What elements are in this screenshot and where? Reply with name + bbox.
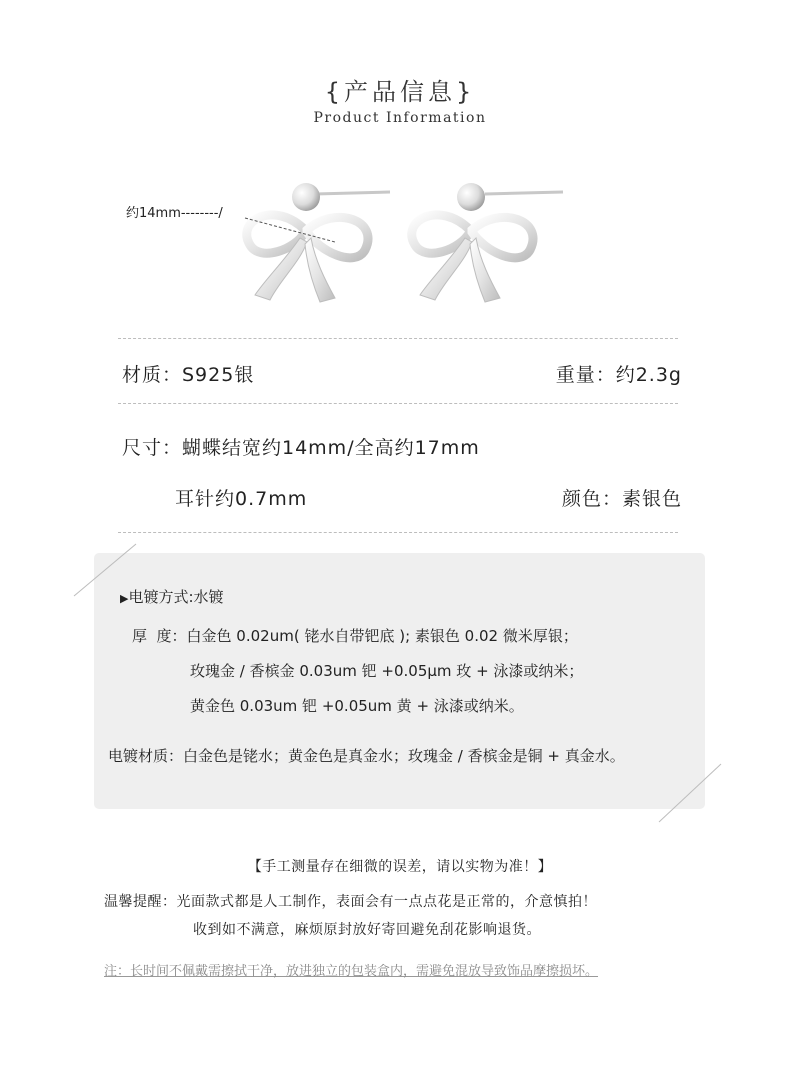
section-title: {产品信息} [324,78,476,106]
care-note: 注：长时间不佩戴需擦拭干净，放进独立的包装盒内，需避免混放导致饰品摩擦损坏。 [104,964,599,979]
plating-thickness-3: 黄金色 0.03um 钯 +0.05um 黄 + 泳漆或纳米。 [190,697,524,715]
tip-line-1: 温馨提醒：光面款式都是人工制作，表面会有一点点花是正常的，介意慎拍！ [104,894,597,910]
corner-slash-bottom [655,760,725,826]
product-image [215,170,595,320]
measure-notice: 【手工测量存在细微的误差，请以实物为准！】 [247,859,553,875]
plating-thickness-1: 厚 度：白金色 0.02um( 铑水自带钯底 ); 素银色 0.02 微米厚银； [132,627,578,645]
divider [118,532,678,533]
spec-pin: 耳针约0.7mm [175,488,308,510]
measure-label: 约14mm--------/ [126,206,223,221]
plating-material: 电镀材质：白金色是铑水；黄金色是真金水；玫瑰金 / 香槟金是铜 + 真金水。 [108,747,625,765]
earring-right [412,183,563,302]
spec-material: 材质：S925银 [122,364,255,386]
triangle-bullet-icon: ▶ [120,592,129,605]
divider [118,403,678,404]
section-subtitle: Product Information [313,110,487,126]
tip-line-2: 收到如不满意，麻烦原封放好寄回避免刮花影响退货。 [193,922,541,938]
plating-thickness-2: 玫瑰金 / 香槟金 0.03um 钯 +0.05μm 玫 + 泳漆或纳米； [190,662,584,680]
plating-method: 电镀方式:水镀 [128,588,224,606]
spec-color: 颜色：素银色 [561,488,682,510]
divider [118,338,678,339]
spec-weight: 重量：约2.3g [555,364,682,386]
earring-left [245,183,390,302]
spec-size: 尺寸：蝴蝶结宽约14mm/全高约17mm [122,437,480,459]
plating-method-row [120,586,224,607]
